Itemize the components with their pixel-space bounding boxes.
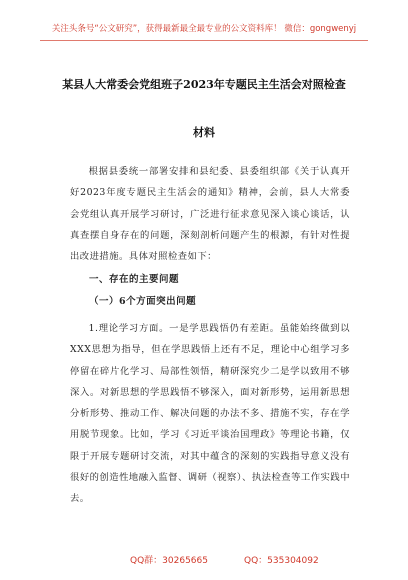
qq-group-number: QQ群：30265665 xyxy=(130,556,208,566)
subsection-heading: （一）6个方面突出问题 xyxy=(89,296,197,307)
document-title-continued: 材料 xyxy=(193,126,215,139)
section-heading: 一、存在的主要问题 xyxy=(89,274,180,285)
header-banner: 关注头条号“公文研究”，获得最新最全最专业的公文资料库！ 微信：gongwenyj xyxy=(51,24,357,34)
header-divider xyxy=(40,40,368,41)
theory-study-paragraph: 1.理论学习方面。一是学思践悟仍有差距。虽能始终做到以XXX思想为指导，但在学思践悟上还有不足，理论中心组学习多停留在碎片化学习、局部性领悟，精研深究少二是学以致用不够深入。对新思想的学思践悟不够深入，面对新形势，运用新思想分析形势、推动工作、解决问题的办法不多、措施不实，存在学用脱节现象。比如，学习《习近平谈治国理政》等理论书籍，仅限于开展专题研讨交流，对其中蕴含的深刻的实践指导意义没有很好的创造性地融入监督、调研（视察）、执法检查等工作实践中去。 xyxy=(70,323,350,505)
intro-paragraph: 根据县委统一部署安排和县纪委、县委组织部《关于认真开好2023年度专题民主生活会的通知》精神，会前，县人大常委会党组认真开展学习研讨，广泛进行征求意见深入谈心谈话，认真查摆自身存在的问题，深刻剖析问题产生的根源，有针对性提出改进措施。具体对照检查如下： xyxy=(70,166,350,263)
qq-number: QQ：535304092 xyxy=(244,556,319,566)
document-title: 某县人大常委会党组班子2023年专题民主生活会对照检查 xyxy=(62,78,346,91)
